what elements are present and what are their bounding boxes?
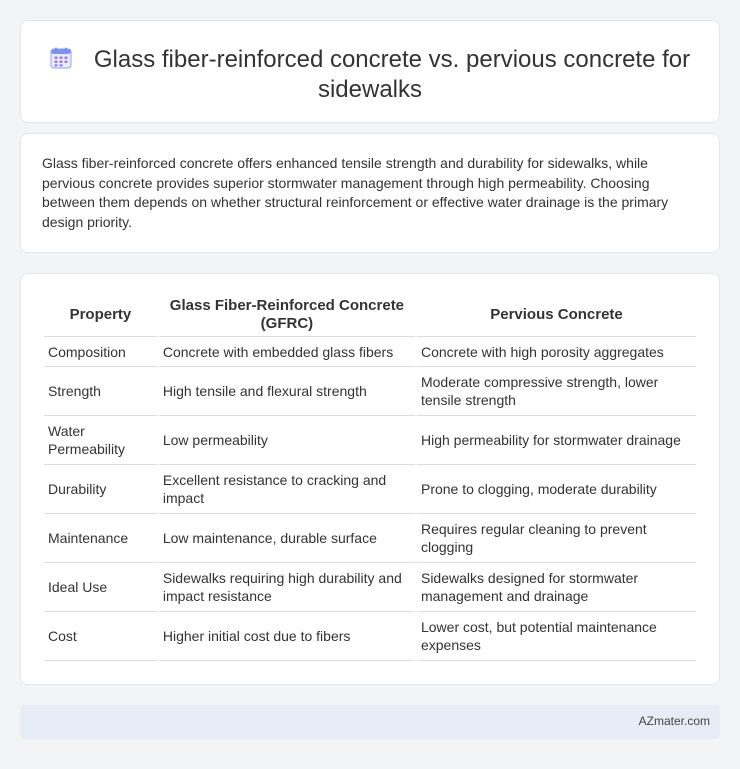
table-row: [44, 416, 696, 465]
comparison-table-card: [20, 273, 720, 685]
row-gfrc-value: Excellent resistance to cracking and impact: [159, 465, 415, 514]
row-pervious-value: Concrete with high porosity aggregates: [417, 337, 696, 367]
title-card: [20, 20, 720, 123]
column-header-property: Property: [44, 294, 157, 337]
row-property: Strength: [44, 367, 157, 416]
column-header-gfrc: Glass Fiber-Reinforced Concrete (GFRC): [159, 294, 415, 337]
table-row: [44, 337, 696, 367]
row-gfrc-value: Concrete with embedded glass fibers: [159, 337, 415, 367]
row-pervious-value: Sidewalks designed for stormwater management and drainage: [417, 563, 696, 612]
summary-text: Glass fiber-reinforced concrete offers enhanced tensile strength and durability for sidewalks, while pervious concrete provides superior stormwater management through high permeability. Choosing between them depends on whether structural reinforcement or effective water drainage is the primary design priority.: [42, 155, 669, 230]
row-property: Maintenance: [44, 514, 157, 563]
row-gfrc-value: High tensile and flexural strength: [159, 367, 415, 416]
row-gfrc-value: Sidewalks requiring high durability and impact resistance: [159, 563, 415, 612]
row-property: Cost: [44, 612, 157, 661]
table-row: [44, 514, 696, 563]
summary-card: [20, 133, 720, 253]
row-property: Water Permeability: [44, 416, 157, 465]
row-pervious-value: Prone to clogging, moderate durability: [417, 465, 696, 514]
comparison-table: [42, 294, 698, 661]
row-pervious-value: High permeability for stormwater drainage: [417, 416, 696, 465]
row-pervious-value: Lower cost, but potential maintenance expenses: [417, 612, 696, 661]
footer-site-link[interactable]: AZmater.com: [638, 714, 710, 728]
row-property: Composition: [44, 337, 157, 367]
page-title-wrap: [21, 45, 719, 105]
table-row: [44, 563, 696, 612]
row-gfrc-value: Low maintenance, durable surface: [159, 514, 415, 563]
footer-bar: [20, 705, 720, 739]
page-title: Glass fiber-reinforced concrete vs. pervious concrete for sidewalks: [93, 46, 691, 103]
table-row: [44, 367, 696, 416]
table-header-row: [44, 294, 696, 337]
table-row: [44, 612, 696, 661]
column-header-pervious: Pervious Concrete: [417, 294, 696, 337]
row-pervious-value: Requires regular cleaning to prevent clogging: [417, 514, 696, 563]
row-pervious-value: Moderate compressive strength, lower tensile strength: [417, 367, 696, 416]
table-row: [44, 465, 696, 514]
row-gfrc-value: Higher initial cost due to fibers: [159, 612, 415, 661]
row-gfrc-value: Low permeability: [159, 416, 415, 465]
calendar-icon: [50, 47, 72, 69]
row-property: Durability: [44, 465, 157, 514]
row-property: Ideal Use: [44, 563, 157, 612]
